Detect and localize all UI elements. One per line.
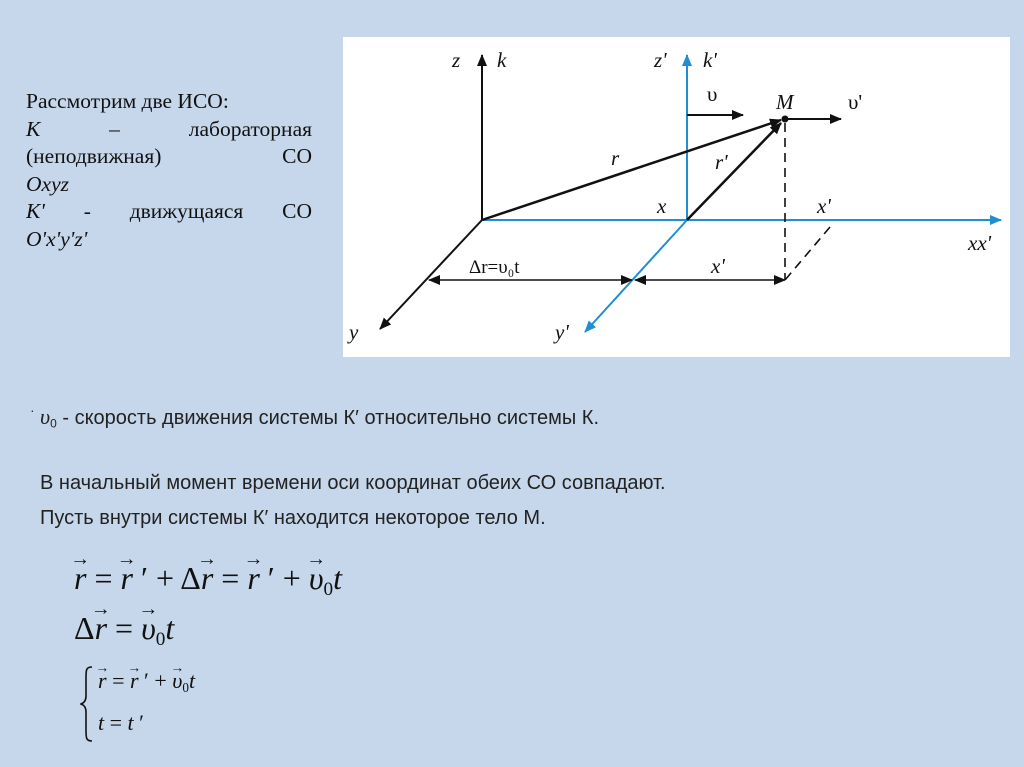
f1-r: → r — [74, 560, 86, 597]
kprime-symbol: К' — [26, 199, 45, 223]
dashed-diagonal — [785, 227, 830, 280]
diagram-svg — [343, 37, 1010, 357]
label-r-prime: r' — [715, 150, 728, 174]
s2-t-prime: t — [127, 710, 134, 735]
label-x-prime-top: x' — [817, 194, 831, 218]
k-symbol: К — [26, 116, 41, 141]
kprime-dash: - — [83, 199, 91, 223]
k-dash: – — [109, 116, 120, 141]
kprime-definition-line — [26, 198, 312, 226]
label-z-prime: z' — [654, 48, 667, 72]
s1-eq: = — [106, 668, 130, 693]
f1-eq: = — [86, 560, 121, 596]
v0-subscript: 0 — [50, 416, 57, 431]
r-prime-vector — [687, 123, 781, 220]
s1-r: → r — [98, 668, 107, 694]
k-so-word: СО — [282, 144, 312, 168]
s1-r-prime: → r — [130, 668, 139, 694]
s1-v-sub: 0 — [182, 679, 189, 695]
label-x-prime-bottom: x' — [711, 254, 725, 278]
f1-plus-delta: + Δ — [147, 560, 201, 596]
label-m: M — [776, 90, 794, 114]
label-y: y — [349, 320, 359, 344]
point-m — [782, 116, 789, 123]
label-r: r — [611, 146, 620, 170]
system-eq-t — [98, 710, 144, 736]
s1-v: → υ — [172, 668, 182, 694]
f1-dr: → r — [201, 560, 213, 597]
label-z: z — [452, 48, 461, 72]
f2-v: → υ — [141, 610, 156, 647]
label-y-prime: y' — [555, 320, 569, 344]
y-axis — [380, 220, 482, 329]
initial-moment-text: В начальный момент времени оси координат обеих СО совпадают. — [40, 472, 666, 494]
f1-t: t — [333, 560, 342, 596]
label-xx-prime: xx' — [968, 231, 992, 255]
speed-text: - скорость движения системы К′ относительно системы К. — [56, 407, 600, 429]
f1-eq2: = — [213, 560, 248, 596]
system-brace — [80, 666, 94, 742]
f1-prime2: ′ — [259, 560, 275, 596]
label-x: x — [657, 194, 667, 218]
speed-description — [40, 404, 599, 431]
k-fixed-word: (неподвижная) — [26, 144, 162, 168]
f2-v-sub: 0 — [155, 628, 166, 650]
label-v-prime: υ' — [848, 90, 863, 114]
s1-plus: + — [148, 668, 173, 693]
f1-plus: + — [274, 560, 309, 596]
label-k-prime: k' — [703, 48, 717, 72]
s2-t: t — [98, 710, 105, 735]
kprime-word: движущаяся — [129, 199, 244, 223]
s2-eq: = — [104, 710, 128, 735]
k-word: лабораторная — [188, 116, 312, 141]
f1-v-sub: 0 — [323, 578, 334, 600]
y-prime-axis — [585, 220, 687, 332]
intro-text — [26, 88, 312, 253]
label-k: k — [497, 48, 507, 72]
label-v: υ — [707, 82, 718, 106]
f2-eq: = — [107, 610, 142, 646]
formula-r-sum — [74, 560, 342, 601]
system-eq-r — [98, 668, 195, 696]
f2-delta: Δ — [74, 610, 95, 646]
reference-frames-diagram — [343, 37, 1010, 357]
f1-v: → υ — [309, 560, 324, 597]
formula-delta-r — [74, 610, 174, 651]
v0-symbol: υ — [40, 404, 51, 429]
f1-prime: ′ — [132, 560, 148, 596]
f1-r-prime: → r — [121, 560, 133, 597]
k-definition-line — [26, 116, 312, 144]
kprime-axes: O'x'y'z' — [26, 226, 88, 251]
s2-prime: ′ — [133, 710, 144, 735]
f1-r-prime2: → r — [247, 560, 259, 597]
s1-prime: ′ — [138, 668, 149, 693]
f2-r: → r — [95, 610, 107, 647]
s1-t: t — [188, 668, 196, 693]
bullet-dot: · — [30, 402, 35, 418]
body-m-text: Пусть внутри системы К′ находится некоторое тело М. — [40, 507, 546, 529]
k-axes: Oxyz — [26, 171, 69, 196]
intro-heading: Рассмотрим две ИСО: — [26, 89, 229, 113]
k-definition-line-2 — [26, 143, 312, 171]
label-delta-r: Δr=υ₀t — [469, 257, 520, 278]
f2-t: t — [165, 610, 175, 646]
kprime-so-word: СО — [282, 199, 312, 223]
